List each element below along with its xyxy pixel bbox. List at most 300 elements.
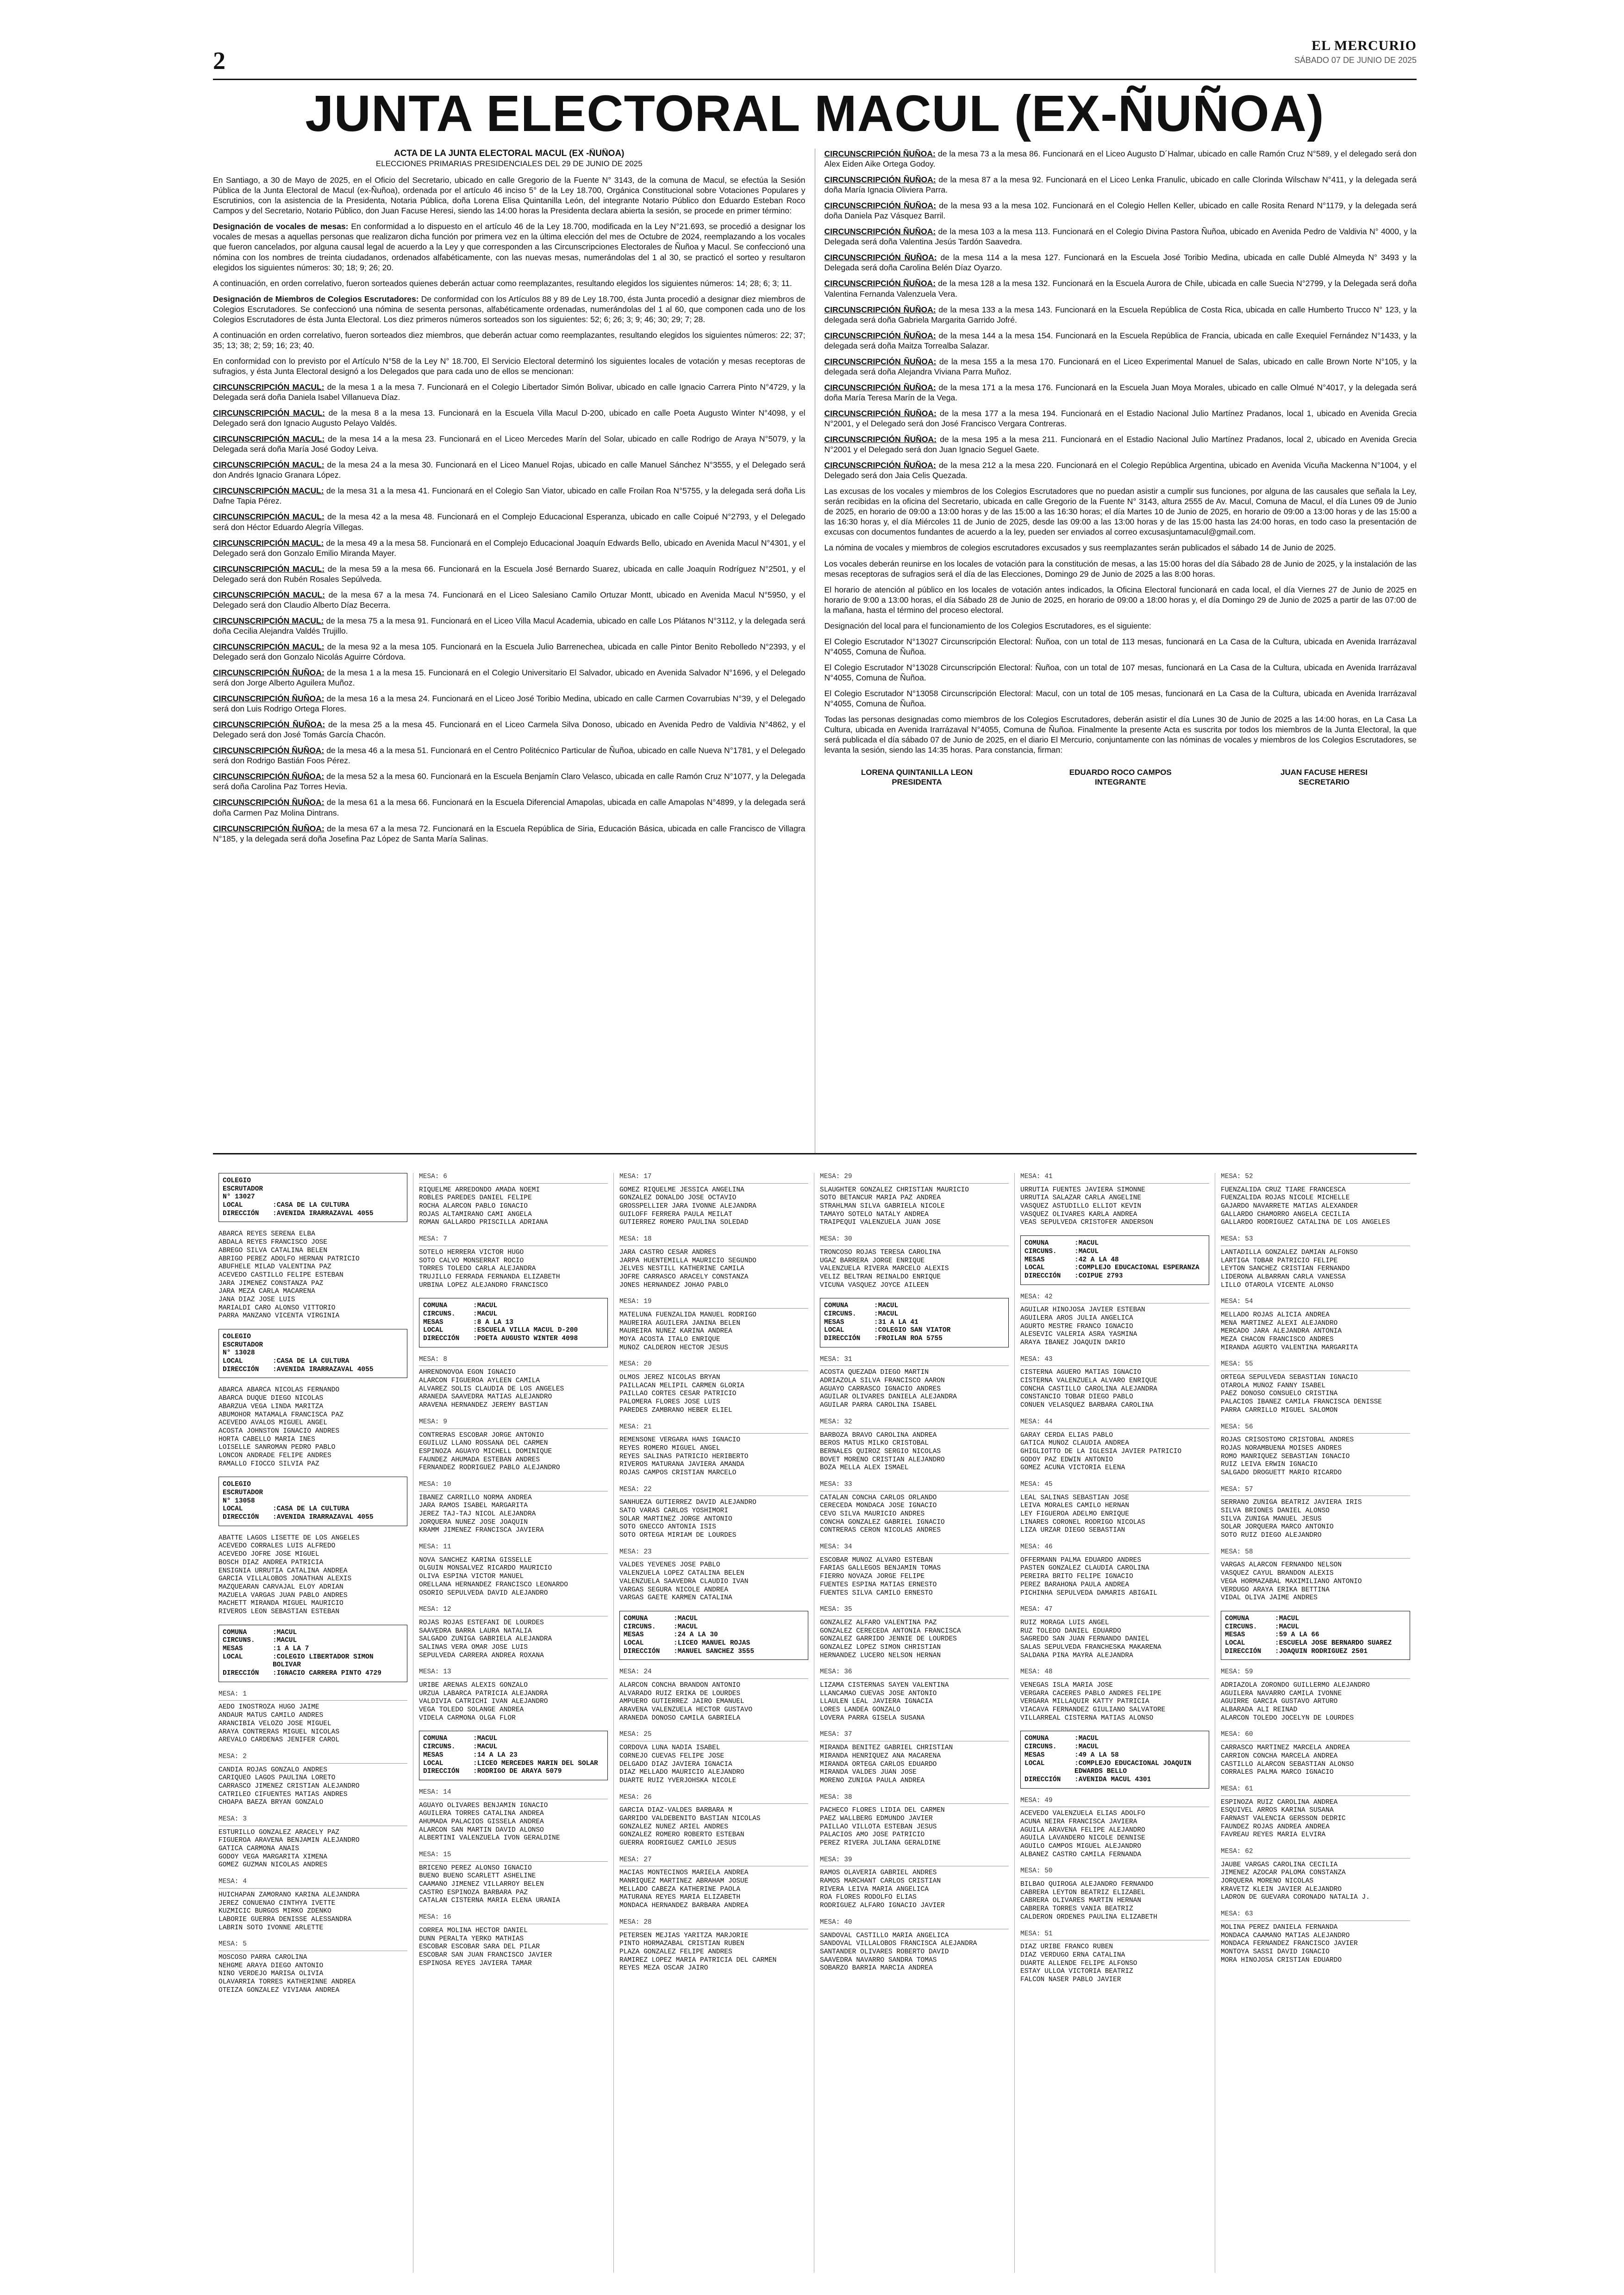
acta-horario: El horario de atención al público en los locales de votación antes indicados, la Oficina Electoral funcionará en cada local, el día Viernes 27 de Junio de 2025 en horario de 9:00 a 13:00 horas, el día Sábado 28 de Junio de 2025, en horario de 09:00 a 18:00 horas y, el día Domingo 29 de Junio de 2025 a partir de las 07:00 de la mañana, hasta el término del proceso electoral. bbox=[824, 585, 1417, 615]
mesa-label: MESA: 27 bbox=[619, 1856, 652, 1864]
member-name: ARAYA CONTRERAS MIGUEL NICOLAS bbox=[219, 1728, 340, 1736]
info-value: :MACUL bbox=[473, 1310, 498, 1318]
member-name: ALARCON SAN MARTIN DAVID ALONSO bbox=[419, 1826, 544, 1834]
info-value: :CASA DE LA CULTURA bbox=[273, 1358, 350, 1366]
info-key: LOCAL bbox=[223, 1653, 243, 1661]
mesa-divider bbox=[419, 1678, 608, 1679]
mesa-label: MESA: 30 bbox=[820, 1235, 852, 1243]
info-value: :LICEO MANUEL ROJAS bbox=[674, 1639, 750, 1647]
member-name: GALLARDO RODRIGUEZ CATALINA DE LOS ANGELES bbox=[1221, 1219, 1390, 1227]
signature-name: JUAN FACUSE HERESI bbox=[1280, 768, 1368, 777]
mesa-block bbox=[619, 1298, 808, 1352]
info-value: :MACUL bbox=[1074, 1247, 1099, 1255]
member-name: MONTOYA SASSI DAVID IGNACIO bbox=[1221, 1948, 1330, 1956]
info-key: CIRCUNS. bbox=[1225, 1623, 1257, 1631]
member-name: BERNALES QUIROZ SERGIO NICOLAS bbox=[820, 1447, 941, 1455]
local-info-box bbox=[619, 1611, 808, 1660]
member-name: MORENO ZUÑIGA PAULA ANDREA bbox=[820, 1777, 925, 1784]
member-name: OLGUIN MONSALVEZ RICARDO MAURICIO bbox=[419, 1565, 552, 1572]
acta-title-text: ACTA DE LA JUNTA ELECTORAL MACUL (EX -ÑUÑOA) bbox=[394, 149, 625, 158]
member-name: ACEVEDO CORRALES LUIS ALFREDO bbox=[219, 1542, 336, 1550]
member-name: ALVARADO RUIZ ERIKA DE LOURDES bbox=[619, 1690, 741, 1697]
mesa-divider bbox=[619, 1183, 808, 1184]
member-name: VALDES YEVENES JOSE PABLO bbox=[619, 1561, 720, 1569]
member-name: CARRASCO JIMENEZ CRISTIAN ALEJANDRO bbox=[219, 1782, 360, 1790]
member-name: ACEVEDO VALENZUELA ELIAS ADOLFO bbox=[1020, 1810, 1145, 1818]
local-info-box bbox=[1221, 1611, 1410, 1660]
member-name: CONCHA CASTILLO CAROLINA ALEJANDRA bbox=[1020, 1385, 1157, 1393]
member-name: URRUTIA FUENTES JAVIERA SIMONNE bbox=[1020, 1186, 1145, 1194]
info-row bbox=[1024, 1240, 1205, 1248]
member-name: JANA DIAZ JOSE LUIS bbox=[219, 1296, 295, 1303]
info-key: DIRECCIÓN bbox=[824, 1335, 861, 1342]
member-name: JARA MEZA CARLA MACARENA bbox=[219, 1288, 315, 1296]
member-name: MATURANA REYES MARIA ELIZABETH bbox=[619, 1894, 741, 1902]
info-row bbox=[624, 1648, 804, 1656]
member-name: VIDAL OLIVA JAIME ANDRES bbox=[1221, 1594, 1318, 1602]
signature-name: EDUARDO ROCO CAMPOS bbox=[1069, 768, 1172, 777]
local-info-box bbox=[1020, 1731, 1209, 1788]
member-name: SALAS SEPULVEDA FRANCHESKA MAKARENA bbox=[1020, 1643, 1162, 1651]
info-value: :AVENIDA MACUL 4301 bbox=[1074, 1776, 1151, 1784]
member-name: PEREZ BARAHONA PAULA ANDREA bbox=[1020, 1581, 1129, 1589]
info-row bbox=[223, 1670, 403, 1678]
member-name: GONZALEZ NUÑEZ ARIEL ANDRES bbox=[619, 1823, 728, 1831]
member-name: ABDALA REYES FRANCISCO JOSE bbox=[219, 1239, 327, 1247]
mesa-divider bbox=[1020, 1428, 1209, 1429]
member-name: ROJAS ROJAS ESTEFANI DE LOURDES bbox=[419, 1619, 544, 1627]
mesa-label: MESA: 37 bbox=[820, 1731, 852, 1739]
mesa-divider bbox=[619, 1308, 808, 1309]
info-key: MESAS bbox=[223, 1645, 243, 1653]
mesa-block bbox=[1020, 1481, 1209, 1535]
mesa-label: MESA: 41 bbox=[1020, 1173, 1053, 1180]
signature-role: INTEGRANTE bbox=[1095, 777, 1146, 786]
mesa-block bbox=[1020, 1173, 1209, 1227]
member-name: PARRA MANZANO VICENTA VIRGINIA bbox=[219, 1312, 340, 1320]
member-name: OTEIZA GONZALEZ VIVIANA ANDREA bbox=[219, 1986, 340, 1994]
circunscripcion-text: de la mesa 52 a la mesa 60. Funcionará en la Escuela Benjamín Claro Velasco, ubicada en calle Ramón Cruz N°1077, y la Delegada será doña Carolina Paz Torres Hevia. bbox=[213, 772, 806, 792]
circunscripcion-paragraph bbox=[824, 382, 1417, 403]
circunscripcion-label: CIRCUNSCRIPCIÓN ÑUÑOA: bbox=[824, 331, 936, 340]
info-row bbox=[223, 1629, 403, 1637]
member-name: ESPINOSA REYES JAVIERA TAMAR bbox=[419, 1959, 532, 1967]
member-name: MELLADO ROJAS ALICIA ANDREA bbox=[1221, 1311, 1330, 1319]
mesa-label: MESA: 2 bbox=[219, 1752, 247, 1760]
member-name: VIACAVA FERNANDEZ GIULIANO SALVATORE bbox=[1020, 1706, 1166, 1714]
member-name: SOTELO HERRERA VICTOR HUGO bbox=[419, 1248, 524, 1256]
member-name: JORQUERA MORENO NICOLAS bbox=[1221, 1877, 1314, 1885]
member-name: ESCOBAR ESCOBAR SARA DEL PILAR bbox=[419, 1943, 540, 1951]
member-name: GOMEZ ACUÑA VICTORIA ELENA bbox=[1020, 1464, 1125, 1472]
info-key: COMUNA bbox=[1225, 1615, 1249, 1622]
info-key: MESAS bbox=[423, 1751, 443, 1759]
mesa-block bbox=[619, 1423, 808, 1478]
member-name: ORELLANA HERNANDEZ FRANCISCO LEONARDO bbox=[419, 1581, 568, 1589]
member-name: ARANCIBIA VELOZO JOSE MIGUEL bbox=[219, 1720, 331, 1727]
member-name: JARA RAMOS ISABEL MARGARITA bbox=[419, 1502, 528, 1510]
acta-constitucion: Los vocales deberán reunirse en los locales de votación para la constitución de mesas, a las 15:00 horas del día Sábado 28 de Junio de 2025, y la instalación de las mesas receptoras de sufragios será el día de las Elecciones, Domingo 29 de Junio de 2025 a las 8:00 horas. bbox=[824, 559, 1417, 579]
mesa-block bbox=[820, 1668, 1009, 1722]
info-row bbox=[624, 1640, 804, 1648]
mesa-block bbox=[1221, 1910, 1410, 1964]
circunscripcion-text: de la mesa 155 a la mesa 170. Funcionará en el Liceo Experimental Manuel de Salas, ubicado en calle Brown Norte N°105, y la delegada será doña Alejandra Viviana Parra Muñoz. bbox=[824, 356, 1417, 376]
member-name: OLIVA ESPINA VICTOR MANUEL bbox=[419, 1573, 524, 1581]
info-value: :24 A LA 30 bbox=[674, 1631, 718, 1639]
member-name: VEGA TOLEDO SOLANGE ANDREA bbox=[419, 1706, 524, 1714]
mesa-divider bbox=[1221, 1558, 1410, 1559]
member-name: LANTADILLA GONZALEZ DAMIAN ALFONSO bbox=[1221, 1248, 1358, 1256]
acta-section bbox=[213, 149, 1417, 1154]
mesa-block bbox=[419, 1914, 608, 1968]
info-key: LOCAL bbox=[423, 1327, 443, 1335]
local-info-box bbox=[219, 1329, 407, 1378]
circunscripcion-label: CIRCUNSCRIPCIÓN MACUL: bbox=[213, 616, 324, 625]
member-name: VELIZ BELTRAN REINALDO ENRIQUE bbox=[820, 1273, 941, 1281]
member-name: SANDOVAL VILLALOBOS FRANCISCA ALEJANDRA bbox=[820, 1940, 977, 1948]
member-name: ACEVEDO JOFRE JOSE MIGUEL bbox=[219, 1551, 319, 1559]
member-name: JOFRE CARRASCO ARACELY CONSTANZA bbox=[619, 1273, 749, 1281]
info-value: :MACUL bbox=[1275, 1615, 1299, 1622]
mesa-label: MESA: 21 bbox=[619, 1423, 652, 1431]
member-name: VARGAS ALARCON FERNANDO NELSON bbox=[1221, 1561, 1342, 1569]
member-name: CEVO SILVA MAURICIO ANDRES bbox=[820, 1510, 925, 1518]
info-key: DIRECCIÓN bbox=[423, 1768, 460, 1776]
listing-column bbox=[413, 1173, 614, 2273]
circunscripcion-paragraph bbox=[213, 693, 806, 714]
member-name: KRAVETZ KLEIN JAVIER ALEJANDRO bbox=[1221, 1885, 1342, 1893]
member-name: MOYA ACOSTA ITALO ENRIQUE bbox=[619, 1336, 720, 1343]
mesa-label: MESA: 42 bbox=[1020, 1293, 1053, 1301]
acta-intro: En Santiago, a 30 de Mayo de 2025, en el Oficio del Secretario, ubicado en calle Gregorio de la Fuente N° 3143, de la comuna de Macul, se efectúa la Sesión Pública de la Junta Electoral de Macul (ex-Ñuñoa), ordenada por el artículo 46 inciso 5° de la Ley 18.700, Orgánica Constitucional sobre Votaciones Populares y Escrutinios, con la asistencia de la Presidenta, Notaria Pública, doña Lorena Elisa Quintanilla León, del integrante Notario Público don Eduardo Esteban Roco Campos y del Secretario, Notario Público, don Juan Facuse Heresi, siendo las 14:00 horas la Presidenta declara abierta la sesión, se procede en primer término: bbox=[213, 175, 806, 216]
info-key: COMUNA bbox=[824, 1302, 849, 1310]
circunscripcion-text: de la mesa 87 a la mesa 92. Funcionará en el Liceo Lenka Franulic, ubicado en calle Clorinda Wilschaw N°411, y la delegada será doña María Ignacia Oliviera Parra. bbox=[824, 175, 1417, 195]
mesa-block bbox=[1221, 1173, 1410, 1227]
member-name: GARAY CERDA ELIAS PABLO bbox=[1020, 1431, 1113, 1439]
member-name: LIZAMA CISTERNAS SAYEN VALENTINA bbox=[820, 1682, 949, 1689]
circunscripcion-paragraph bbox=[213, 823, 806, 844]
member-name: PALACIOS AMO JOSE PATRICIO bbox=[820, 1831, 925, 1839]
mesa-label: MESA: 57 bbox=[1221, 1485, 1253, 1493]
circunscripcion-text: de la mesa 75 a la mesa 91. Funcionará en el Liceo Villa Macul Academia, ubicado en calle Los Plátanos N°3112, y la delegada será doña Cecilia Alejandra Valdés Trujillo. bbox=[213, 616, 806, 636]
member-name: REYES MEZA OSCAR JAIRO bbox=[619, 1964, 708, 1972]
acta-colegio-2: El Colegio Escrutador N°13028 Circunscripción Electoral: Ñuñoa, con un total de 107 mesas, funcionará en La Casa de la Cultura, ubicada en Avenida Irarrázaval N°4055, Comuna de Ñuñoa. bbox=[824, 662, 1417, 682]
member-name: FUENZALIDA CRUZ TIARE FRANCESCA bbox=[1221, 1186, 1346, 1194]
member-name: MUÑOZ CALDERON HECTOR JESUS bbox=[619, 1344, 728, 1352]
circunscripcion-label: CIRCUNSCRIPCIÓN ÑUÑOA: bbox=[824, 408, 937, 418]
circunscripcion-text: de la mesa 59 a la mesa 66. Funcionará en la Escuela José Bernardo Suarez, ubicada en calle Joaquín Rodríguez N°2501, y el Delegado será don Rubén Rosales Sepúlveda. bbox=[213, 564, 806, 584]
mesa-divider bbox=[619, 1433, 808, 1434]
member-name: CORNEJO CUEVAS FELIPE JOSE bbox=[619, 1752, 725, 1760]
mesa-block bbox=[820, 1481, 1009, 1535]
circunscripcion-label: CIRCUNSCRIPCIÓN MACUL: bbox=[213, 434, 325, 444]
member-name: GALLARDO CHAMORRO ANGELA CECILIA bbox=[1221, 1210, 1350, 1218]
member-name: ADRIAZOLA SILVA FRANCISCO AARON bbox=[820, 1377, 945, 1385]
member-name: ANDAUR MATUS CAMILO ANDRES bbox=[219, 1712, 324, 1720]
mesa-label: MESA: 52 bbox=[1221, 1173, 1253, 1180]
member-name: PAILLACAN MELIPIL CARMEN GLORIA bbox=[619, 1382, 744, 1390]
member-name: SALGADO DROGUETT MARIO RICARDO bbox=[1221, 1469, 1342, 1477]
info-value: :MACUL bbox=[674, 1623, 698, 1631]
circunscripcion-label: CIRCUNSCRIPCIÓN ÑUÑOA: bbox=[824, 461, 936, 470]
member-name: FUENTES SILVA CAMILO ERNESTO bbox=[820, 1589, 933, 1597]
member-name: MONDACA FERNANDEZ FRANCISCO JAVIER bbox=[1221, 1940, 1358, 1948]
member-name: ARAVENA VALENZUELA HECTOR GUSTAVO bbox=[619, 1706, 753, 1714]
acta-designacion-local: Designación del local para el funcionamiento de los Colegios Escrutadores, es el siguiente: bbox=[824, 621, 1151, 630]
acta-vocales bbox=[213, 221, 806, 272]
info-key: CIRCUNS. bbox=[1024, 1743, 1057, 1751]
mesa-divider bbox=[619, 1558, 808, 1559]
circunscripcion-label: CIRCUNSCRIPCIÓN ÑUÑOA: bbox=[824, 435, 937, 444]
info-value: :31 A LA 41 bbox=[874, 1318, 918, 1326]
acta-column-left bbox=[213, 149, 815, 1153]
member-name: SOTO GNECCO ANTONIA ISIS bbox=[619, 1523, 716, 1531]
info-row bbox=[223, 1505, 403, 1514]
vocales-listing bbox=[213, 1173, 1417, 2273]
circunscripcion-text: de la mesa 46 a la mesa 51. Funcionará en el Centro Politécnico Particular de Ñuñoa, ubicado en calle Nueva N°1781, y el Delegado será don Rodrigo Bastián Foos Pérez. bbox=[213, 746, 806, 766]
member-name: DIAZ VERDUGO ERNA CATALINA bbox=[1020, 1951, 1125, 1959]
mesa-block bbox=[419, 1356, 608, 1410]
member-name: ALESEVIC VALERIA ASRA YASMINA bbox=[1020, 1331, 1137, 1339]
member-name: AGUILA LAVANDERO NICOLE DENNISE bbox=[1020, 1834, 1145, 1842]
circunscripcion-paragraph bbox=[213, 408, 806, 428]
member-name: VASQUEZ ASTUDILLO ELLIOT KEVIN bbox=[1020, 1203, 1142, 1210]
member-name: SALGADO ZUÑIGA GABRIELA ALEJANDRA bbox=[419, 1635, 552, 1643]
member-name: ALVAREZ SOLIS CLAUDIA DE LOS ANGELES bbox=[419, 1385, 564, 1393]
member-name: VEGA HORMAZABAL MAXIMILIANO ANTONIO bbox=[1221, 1578, 1362, 1585]
info-row bbox=[1225, 1640, 1406, 1648]
member-name: RAMOS OLAVERIA GABRIEL ANDRES bbox=[820, 1869, 937, 1877]
member-name: NIÑO VERDEJO MARISA OLIVIA bbox=[219, 1970, 324, 1978]
info-value: :POETA AUGUSTO WINTER 4098 bbox=[473, 1335, 578, 1342]
member-name: MIRANDA AGURTO VALENTINA MARGARITA bbox=[1221, 1344, 1358, 1352]
member-name: RUZ TOLEDO DANIEL EDUARDO bbox=[1020, 1627, 1121, 1635]
newspaper-page bbox=[213, 37, 1417, 2273]
acta-colegio-1: El Colegio Escrutador N°13027 Circunscripción Electoral: Ñuñoa, con un total de 113 mesas, funcionará en La Casa de la Cultura, ubicada en Avenida Irarrázaval N°4055, Comuna de Ñuñoa. bbox=[824, 636, 1417, 656]
member-name: TRONCOSO ROJAS TERESA CAROLINA bbox=[820, 1248, 941, 1256]
member-name: SOTO CALVO MONSERRAT ROCIO bbox=[419, 1257, 524, 1265]
mesa-label: MESA: 8 bbox=[419, 1355, 447, 1363]
member-name: ABARCA REYES SERENA ELBA bbox=[219, 1230, 315, 1238]
circunscripcion-text: de la mesa 195 a la mesa 211. Funcionará en el Estadio Nacional Julio Martínez Pradanos, local 2, ubicado en Avenida Grecia N°2001 y el Delegado será don Juan Ignacio Seguel Gaete. bbox=[824, 435, 1417, 455]
mesa-block bbox=[1020, 1606, 1209, 1660]
member-name: KRAMM JIMENEZ FRANCISCA JAVIERA bbox=[419, 1527, 544, 1534]
mesa-label: MESA: 22 bbox=[619, 1485, 652, 1493]
member-name: DUARTE RUIZ YVERJOHSKA NICOLE bbox=[619, 1777, 737, 1784]
member-name: RUIZ MORAGA LUIS ANGEL bbox=[1020, 1619, 1109, 1627]
info-key: MESAS bbox=[1225, 1631, 1245, 1639]
member-name: CONCHA GONZALEZ GABRIEL IGNACIO bbox=[820, 1518, 945, 1526]
info-key: LOCAL bbox=[223, 1358, 243, 1366]
member-name: VILLARREAL CISTERNA MATIAS ALONSO bbox=[1020, 1714, 1154, 1722]
mesa-block bbox=[619, 1794, 808, 1848]
member-name: ALBERTINI VALENZUELA IVON GERALDINE bbox=[419, 1834, 560, 1842]
member-name: ROJAS CRISOSTOMO CRISTOBAL ANDRES bbox=[1221, 1436, 1354, 1444]
mesa-block bbox=[1020, 1356, 1209, 1410]
member-name: CASTRO ESPINOZA BARBARA PAZ bbox=[419, 1889, 528, 1896]
mesa-block bbox=[820, 1418, 1009, 1472]
mesa-label: MESA: 44 bbox=[1020, 1418, 1053, 1426]
info-row bbox=[824, 1319, 1005, 1327]
mesa-block bbox=[1020, 1668, 1209, 1722]
member-name: LONCON ANDRADE FELIPE ANDRES bbox=[219, 1452, 331, 1459]
mesa-label: MESA: 24 bbox=[619, 1668, 652, 1676]
member-name: GATICA CARMONA ANAIS bbox=[219, 1845, 300, 1853]
member-name: ARAVENA HERNANDEZ JEREMY BASTIAN bbox=[419, 1402, 548, 1409]
member-name: GONZALEZ LOPEZ SIMON CHRISTIAN bbox=[820, 1643, 941, 1651]
member-name: VASQUEZ OLIVARES KARLA ANDREA bbox=[1020, 1210, 1137, 1218]
mesa-label: MESA: 47 bbox=[1020, 1606, 1053, 1614]
mesa-label: MESA: 36 bbox=[820, 1668, 852, 1676]
member-name: GARCIA VILLALOBOS JONATHAN ALEXIS bbox=[219, 1575, 352, 1583]
member-name: SAAVEDRA BARRA LAURA NATALIA bbox=[419, 1627, 532, 1635]
member-name: VENEGAS ISLA MARIA JOSE bbox=[1020, 1682, 1113, 1689]
member-name: LLANCAMAO CUEVAS JOSE ANTONIO bbox=[820, 1690, 937, 1697]
signature-name: LORENA QUINTANILLA LEON bbox=[861, 768, 973, 777]
info-key: COMUNA bbox=[423, 1735, 448, 1743]
circunscripcion-paragraph bbox=[213, 564, 806, 584]
member-name: PEREZ RIVERA JULIANA GERALDINE bbox=[820, 1840, 941, 1847]
circunscripcion-label: CIRCUNSCRIPCIÓN MACUL: bbox=[213, 564, 325, 574]
mesa-block bbox=[419, 1668, 608, 1722]
circunscripcion-text: de la mesa 171 a la mesa 176. Funcionará en la Escuela Juan Moya Morales, ubicado en calle Olmué N°4017, y la delegada será doña María Teresa Marín de la Vega. bbox=[824, 382, 1417, 402]
member-name: PARRA CARRILLO MIGUEL SALOMON bbox=[1221, 1406, 1338, 1414]
info-key: COMUNA bbox=[423, 1302, 448, 1310]
acta-colegios-text: De conformidad con los Artículos 88 y 89 de Ley 18.700, ésta Junta procedió a designar diez miembros de Colegios Escrutadores. Se confeccionó una nómina de sesenta personas, alfabéticamente ordenadas, numerándolas del 1 al 60, que componen cada uno de los Colegios Escrutadores de ésta Junta Electoral. Los diez primeros números sorteados son los siguientes: 52; 6; 26; 3; 9; 46; 30; 29; 7; 28. bbox=[213, 294, 806, 324]
circunscripcion-paragraph bbox=[213, 434, 806, 454]
local-info-box bbox=[419, 1731, 608, 1780]
member-name: PAREDES ZAMBRANO HEBER ELIEL bbox=[619, 1406, 732, 1414]
acta-cierre: Todas las personas designadas como miembros de los Colegios Escrutadores, deberán asistir el día Lunes 30 de Junio de 2025 a las 14:00 horas, en La Casa La Cultura, ubicada en Avenida Irarrázaval N°4055, Comuna de Ñuñoa. Finalmente la presente Acta es suscrita por todos los miembros de la Junta Electoral, la que será publicada el día sábado 07 de Junio de 2025, en el diario El Mercurio, conjuntamente con las nóminas de vocales y miembros de los Colegios Escrutadores, se levanta la sesión, siendo las 14:35 horas. Para constancia, firman: bbox=[824, 715, 1417, 755]
mesa-block bbox=[619, 1856, 808, 1910]
info-key: COMUNA bbox=[223, 1628, 247, 1636]
info-value: :COMPLEJO EDUCACIONAL JOAQUIN EDWARDS BELLO bbox=[1074, 1759, 1192, 1776]
info-value: :COLEGIO SAN VIATOR bbox=[874, 1327, 951, 1335]
member-name: NOVA SANCHEZ KARINA GISSELLE bbox=[419, 1556, 532, 1564]
member-name: URRUTIA SALAZAR CARLA ANGELINE bbox=[1020, 1194, 1142, 1202]
info-value: :42 A LA 48 bbox=[1074, 1256, 1119, 1264]
member-name: ROA FLORES RODOLFO ELIAS bbox=[820, 1894, 917, 1902]
member-name: OSORIO SEPULVEDA DAVID ALEJANDRO bbox=[419, 1589, 548, 1597]
mesa-block bbox=[219, 1940, 407, 1995]
mesa-block bbox=[1221, 1668, 1410, 1722]
circunscripcion-label: CIRCUNSCRIPCIÓN ÑUÑOA: bbox=[824, 305, 936, 314]
circunscripcion-label: CIRCUNSCRIPCIÓN ÑUÑOA: bbox=[213, 772, 325, 781]
member-name: ARAYA IBAÑEZ JOAQUIN DARIO bbox=[1020, 1339, 1125, 1347]
member-name: JARA JIMENEZ CONSTANZA PAZ bbox=[219, 1279, 324, 1287]
mesa-divider bbox=[1020, 1678, 1209, 1679]
member-name: VICUÑA VASQUEZ JOYCE AILEEN bbox=[820, 1281, 929, 1289]
member-name: PACHECO FLORES LIDIA DEL CARMEN bbox=[820, 1807, 945, 1815]
circunscripcion-label: CIRCUNSCRIPCIÓN ÑUÑOA: bbox=[824, 253, 937, 262]
mesa-block bbox=[1020, 1867, 1209, 1921]
member-name: BOSCH DIAZ ANDREA PATRICIA bbox=[219, 1559, 324, 1566]
mesa-label: MESA: 28 bbox=[619, 1918, 652, 1926]
member-name: AGUILERA NAVARRO CAMILA IVONNE bbox=[1221, 1690, 1342, 1697]
info-value: :CASA DE LA CULTURA bbox=[273, 1505, 350, 1513]
member-name: ESCOBAR SAN JUAN FRANCISCO JAVIER bbox=[419, 1951, 552, 1959]
member-name: CORRALES PALMA MARCO IGNACIO bbox=[1221, 1769, 1334, 1777]
member-name: DUARTE ALLENDE FELIPE ALFONSO bbox=[1020, 1959, 1137, 1967]
info-row bbox=[824, 1335, 1005, 1343]
member-name: CANDIA ROJAS GONZALO ANDRES bbox=[219, 1766, 327, 1774]
member-name: VALENZUELA LOPEZ CATALINA BELEN bbox=[619, 1570, 744, 1578]
circunscripcion-paragraph bbox=[213, 538, 806, 558]
info-row bbox=[624, 1615, 804, 1623]
circunscripcion-text: de la mesa 1 a la mesa 15. Funcionará en el Colegio Universitario El Salvador, ubicado en Avenida Salvador N°1696, y el Delegado será don Jorge Alberto Aguilera Muñoz. bbox=[213, 668, 806, 688]
info-key: DIRECCIÓN bbox=[1024, 1776, 1061, 1784]
member-name: LLAULEN LEAL JAVIERA IGNACIA bbox=[820, 1698, 933, 1706]
member-name: ROBLES PAREDES DANIEL FELIPE bbox=[419, 1194, 532, 1202]
member-name: GUILOFF FERRERA PAULA MEILAT bbox=[619, 1210, 732, 1218]
member-name: GOMEZ RIQUELME JESSICA ANGELINA bbox=[619, 1186, 744, 1194]
mesa-label: MESA: 9 bbox=[419, 1418, 447, 1426]
info-row bbox=[423, 1302, 604, 1310]
info-row bbox=[223, 1637, 403, 1645]
mesa-label: MESA: 4 bbox=[219, 1878, 247, 1886]
circunscripcion-paragraph bbox=[213, 460, 806, 480]
mesa-block bbox=[219, 1753, 407, 1807]
circunscripcion-paragraph bbox=[213, 382, 806, 402]
circunscripcion-text: de la mesa 93 a la mesa 102. Funcionará en el Colegio Hellen Keller, ubicado en calle Rosita Renard N°1179, y la delegada será doña Daniela Paz Vásquez Barril. bbox=[824, 201, 1417, 221]
mesa-block bbox=[419, 1851, 608, 1905]
edition-date: SÁBADO 07 DE JUNIO DE 2025 bbox=[1294, 56, 1417, 65]
info-value bbox=[273, 1177, 403, 1202]
circunscripcion-paragraph bbox=[213, 616, 806, 636]
mesa-divider bbox=[219, 1888, 407, 1889]
member-name: FIGUEROA ARAVENA BENJAMIN ALEJANDRO bbox=[219, 1837, 360, 1845]
circunscripcion-paragraph bbox=[824, 149, 1417, 169]
info-value: :AVENIDA IRARRAZAVAL 4055 bbox=[273, 1514, 374, 1522]
mesa-divider bbox=[820, 1183, 1009, 1184]
info-row bbox=[1024, 1272, 1205, 1281]
mesa-divider bbox=[1221, 1308, 1410, 1309]
mesa-label: MESA: 48 bbox=[1020, 1668, 1053, 1676]
mesa-label: MESA: 39 bbox=[820, 1856, 852, 1864]
member-name: VARGAS GAETE KARMEN CATALINA bbox=[619, 1594, 732, 1602]
member-name: LEIVA MORALES CAMILO HERNAN bbox=[1020, 1502, 1129, 1510]
mesa-block bbox=[219, 1878, 407, 1932]
mesa-block bbox=[1020, 1418, 1209, 1472]
circunscripcion-text: de la mesa 24 a la mesa 30. Funcionará en el Liceo Manuel Rojas, ubicado en calle Manuel Sánchez N°3555, y el Delegado será don Andrés Ignacio Granara López. bbox=[213, 460, 806, 480]
member-name: SALDAÑA PIÑA MAYRA ALEJANDRA bbox=[1020, 1652, 1133, 1659]
member-name: GONZALEZ ROMERO ROBERTO ESTEBAN bbox=[619, 1831, 744, 1839]
mesa-label: MESA: 16 bbox=[419, 1914, 451, 1921]
info-key: LOCAL bbox=[223, 1202, 243, 1210]
member-name: MIRANDA HENRIQUEZ ANA MACARENA bbox=[820, 1752, 941, 1760]
mesa-label: MESA: 13 bbox=[419, 1668, 451, 1676]
member-name: VALENZUELA RIVERA MARCELO ALEXIS bbox=[820, 1265, 949, 1273]
mesa-label: MESA: 15 bbox=[419, 1851, 451, 1858]
mesa-block bbox=[1221, 1731, 1410, 1777]
mesa-block bbox=[820, 1856, 1009, 1910]
circunscripcion-paragraph bbox=[824, 356, 1417, 377]
member-name: ABUMOHOR MATAMALA FRANCISCA PAZ bbox=[219, 1411, 344, 1419]
member-name: ACUÑA NEIRA FRANCISCA JAVIERA bbox=[1020, 1818, 1137, 1826]
info-key: LOCAL bbox=[624, 1639, 644, 1647]
member-name: CISTERNA AGUERO MATIAS IGNACIO bbox=[1020, 1369, 1142, 1377]
member-name: MACIAS MONTECINOS MARIELA ANDREA bbox=[619, 1869, 749, 1877]
mesa-divider bbox=[419, 1428, 608, 1429]
member-name: RODRIGUEZ ALFARO IGNACIO JAVIER bbox=[820, 1902, 945, 1910]
member-name: BRICEÑO PEREZ ALONSO IGNACIO bbox=[419, 1864, 532, 1872]
member-name: FAUNDEZ AHUMADA ESTEBAN ANDRES bbox=[419, 1456, 540, 1464]
mesa-label: MESA: 51 bbox=[1020, 1930, 1053, 1938]
mesa-block bbox=[820, 1235, 1009, 1290]
member-name: BILBAO QUIROGA ALEJANDRO FERNANDO bbox=[1020, 1881, 1154, 1889]
mesa-divider bbox=[1221, 1678, 1410, 1679]
signature-role: PRESIDENTA bbox=[892, 777, 942, 786]
